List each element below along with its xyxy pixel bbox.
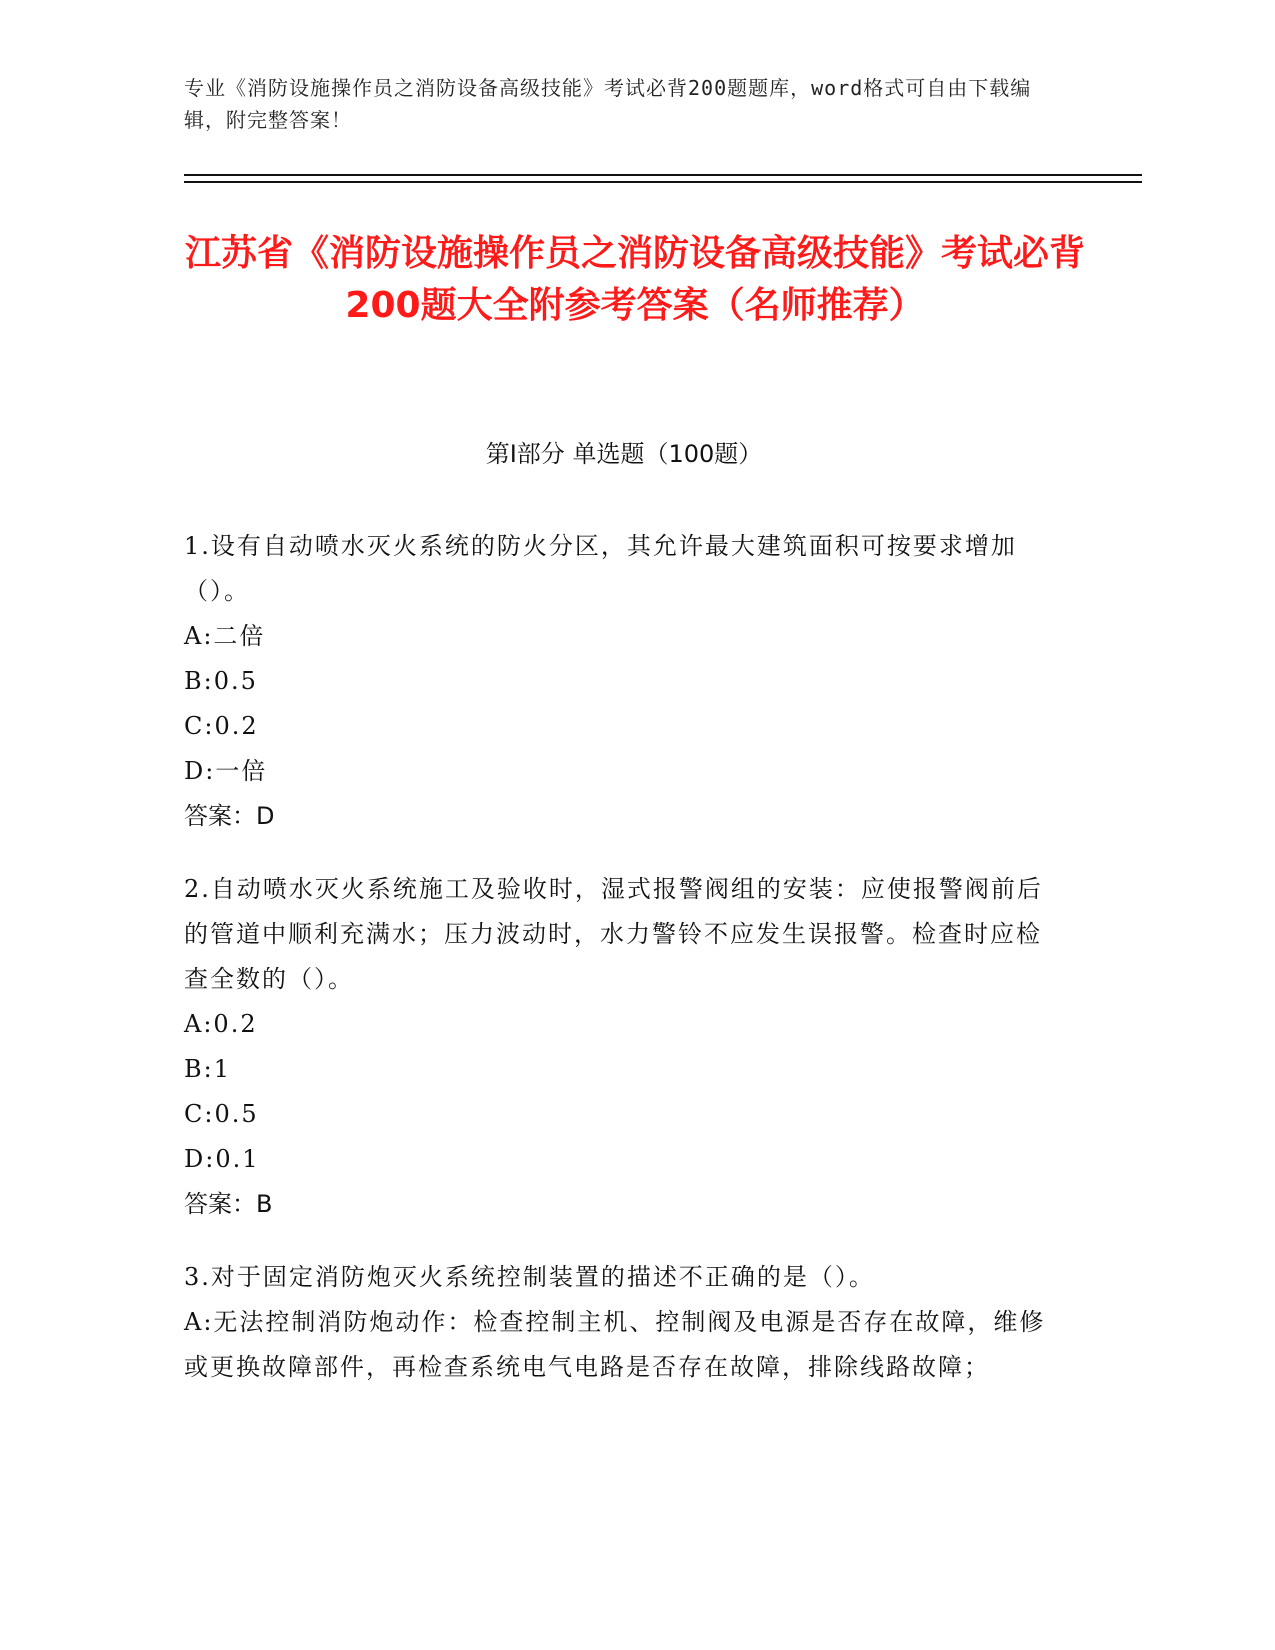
question-option: B:0.5 [184,667,258,695]
question-item [184,1255,1064,1390]
question-option: A:二倍 [184,622,266,650]
header-divider-top [184,174,1142,176]
question-stem: 2.自动喷水灭火系统施工及验收时，湿式报警阀组的安装：应使报警阀前后的管道中顺利充满水；压力波动时，水力警铃不应发生误报警。检查时应检查全数的（）。 [184,875,1043,993]
answer-line [184,1182,1064,1227]
question-item [184,524,1064,839]
header-note: 专业《消防设施操作员之消防设备高级技能》考试必背200题题库，word格式可自由下载编辑，附完整答案！ [184,76,1032,132]
question-item [184,867,1064,1227]
question-option: D:一倍 [184,757,268,785]
question-option: C:0.2 [184,712,259,740]
question-option: A:0.2 [184,1010,258,1038]
section-heading: 第Ⅰ部分 单选题（100题） [485,440,763,468]
question-option: B:1 [184,1055,231,1083]
answer-label: 答案： [184,802,256,830]
document-title: 江苏省《消防设施操作员之消防设备高级技能》考试必背200题大全附参考答案（名师推荐） [184,233,1085,326]
question-option: A:无法控制消防炮动作：检查控制主机、控制阀及电源是否存在故障，维修或更换故障部件，再检查系统电气电路是否存在故障，排除线路故障； [184,1308,1046,1381]
question-stem: 3.对于固定消防炮灭火系统控制装置的描述不正确的是（）。 [184,1263,875,1291]
question-option: C:0.5 [184,1100,259,1128]
questions-list [184,524,1064,1418]
answer-value: D [256,802,275,830]
answer-line [184,794,1064,839]
question-stem: 1.设有自动喷水灭火系统的防火分区，其允许最大建筑面积可按要求增加（）。 [184,532,1017,605]
header-divider-bottom [184,181,1142,183]
answer-value: B [256,1190,273,1218]
answer-label: 答案： [184,1190,256,1218]
question-option: D:0.1 [184,1145,260,1173]
